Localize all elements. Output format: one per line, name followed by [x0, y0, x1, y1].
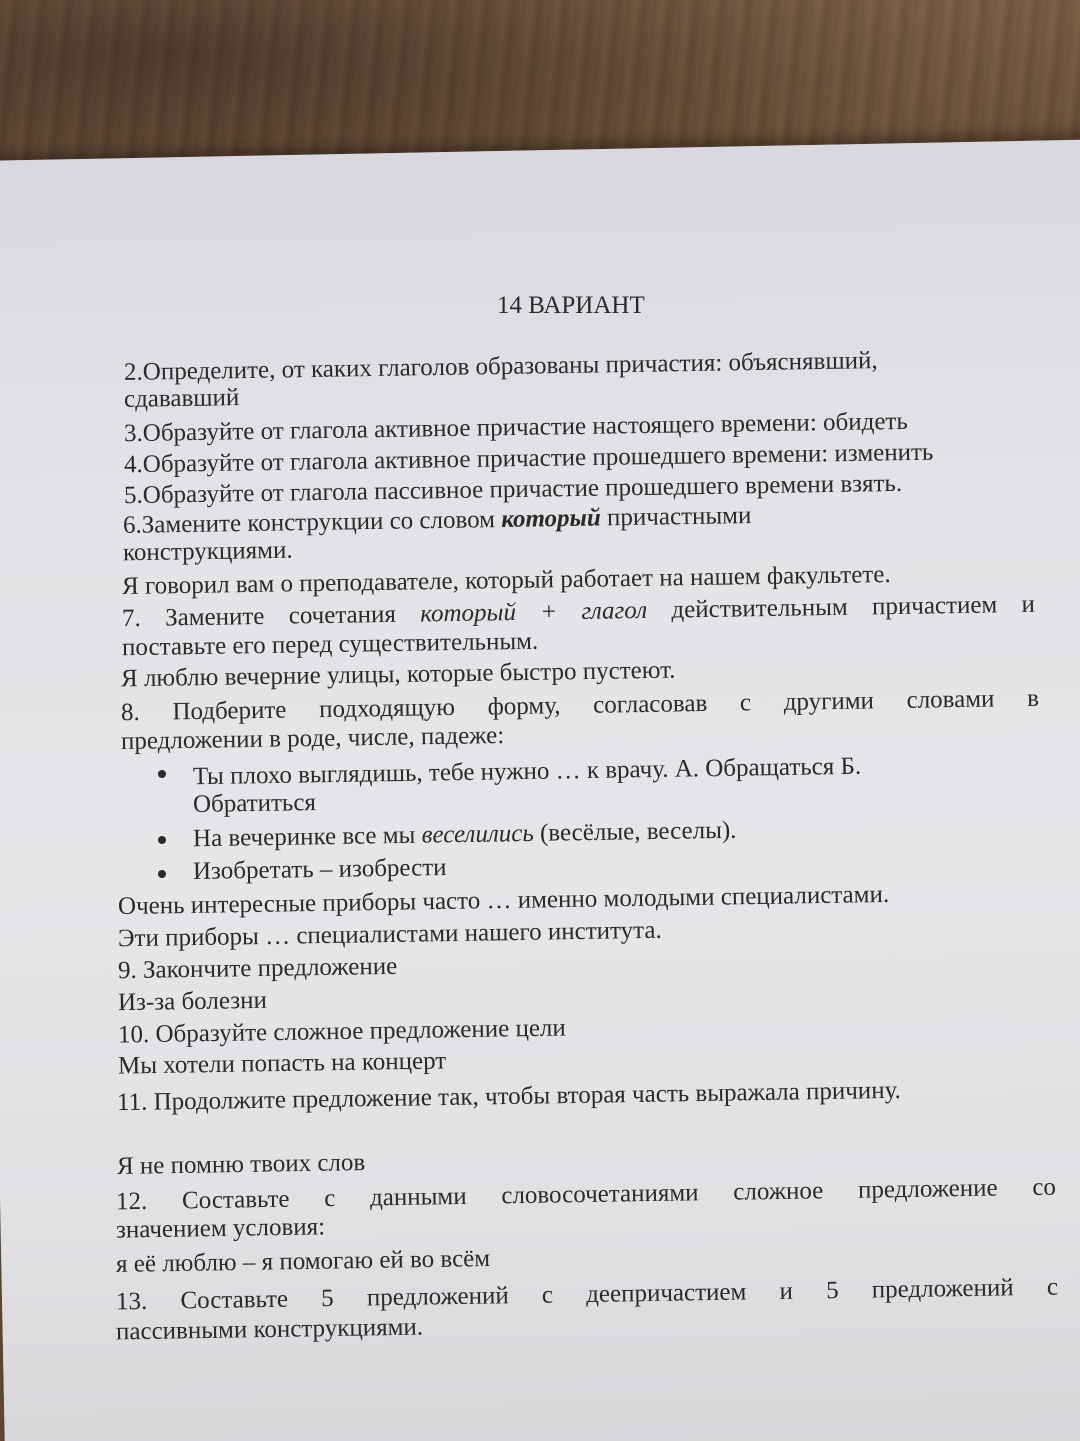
question-7-text-after: действительным причастием и [646, 590, 1036, 624]
question-12-line-1: 12. Составьте с данными словосочетаниями сложное предложение со [115, 1173, 1057, 1216]
question-8-bullet-1-line-1: Ты плохо выглядишь, тебе нужно … к врачу. А. Обращаться Б. [192, 752, 862, 791]
bullet-icon [158, 770, 166, 778]
question-8-sentence-1: Очень интересные приборы часто … именно молодыми специалистами. [117, 880, 890, 921]
question-3: 3.Образуйте от глагола активное причастие настоящего времени: обидеть [123, 407, 908, 448]
question-7-text-before: 7. Замените сочетания [121, 600, 421, 633]
question-7-sentence: Я люблю вечерние улицы, которые быстро пустеют. [120, 656, 676, 693]
question-8-bullet-2-before: На вечеринке все мы [192, 821, 422, 853]
question-12-sentence: я её люблю – я помогаю ей во всём [115, 1245, 491, 1278]
question-8-sentence-2: Эти приборы … специалистами нашего института. [117, 916, 662, 953]
document-title: 14 ВАРИАНТ [497, 292, 645, 319]
question-9-sentence: Из-за болезни [117, 986, 268, 1017]
question-8-line-2: предложении в роде, числе, падеже: [120, 721, 505, 756]
question-2-line-1: 2.Определите, от каких глаголов образованы причастия: объяснявший, [123, 347, 878, 386]
question-5: 5.Образуйте от глагола пассивное причастие прошедшего времени взять. [123, 469, 903, 510]
question-8-line-1: 8. Подберите подходящую форму, согласовав с другими словами в [120, 684, 1040, 727]
question-13-line-1: 13. Составьте 5 предложений с деепричастием и 5 предложений с [115, 1273, 1059, 1316]
question-7-line-2: поставьте его перед существительным. [121, 627, 539, 662]
question-2-line-2: сдававший [123, 384, 240, 413]
bullet-icon [158, 870, 166, 878]
bullet-icon [158, 836, 166, 844]
question-4: 4.Образуйте от глагола активное причастие прошедшего времени: изменить [123, 438, 934, 479]
question-13-line-2: пассивными конструкциями. [115, 1313, 424, 1346]
question-11-sentence: Я не помню твоих слов [116, 1149, 366, 1180]
question-6-text-before: 6.Замените конструкции со словом [122, 505, 502, 539]
question-9-task: 9. Закончите предложение [117, 952, 398, 985]
question-8-bullet-2 [193, 816, 737, 855]
question-8-bullet-2-emphasis: веселились [421, 819, 534, 849]
question-7-emphasis: который + глагол [420, 596, 648, 628]
question-8-bullet-3: Изобретать – изобрести [192, 854, 447, 885]
question-11-task: 11. Продолжите предложение так, чтобы вторая часть выражала причину. [116, 1076, 902, 1117]
question-6-emphasis: который [501, 504, 602, 533]
question-6-text-after: причастными [600, 502, 752, 532]
question-12-line-2: значением условия: [115, 1213, 326, 1244]
question-8-bullet-2-after: (весёлые, веселы). [533, 816, 737, 847]
question-10-sentence: Мы хотели попасть на концерт [117, 1047, 447, 1080]
question-6-line-2: конструкциями. [122, 536, 293, 567]
question-10-task: 10. Образуйте сложное предложение цели [117, 1014, 567, 1049]
question-8-bullet-1-line-2: Обратиться [192, 789, 317, 818]
question-6-sentence: Я говорил вам о преподавателе, который работает на нашем факультете. [121, 560, 891, 601]
